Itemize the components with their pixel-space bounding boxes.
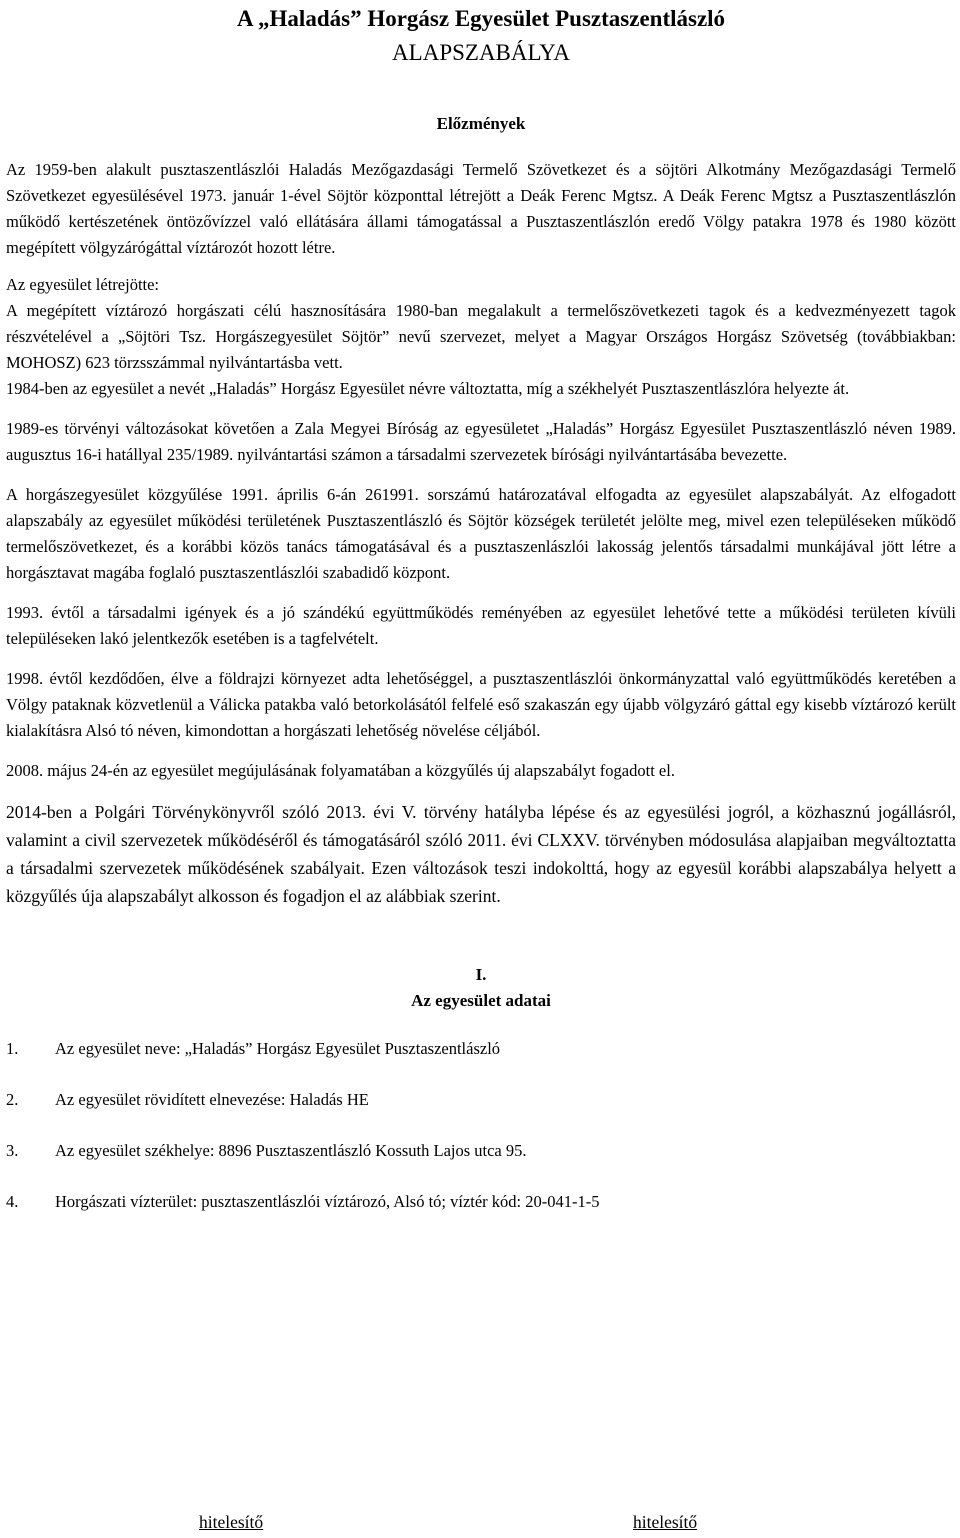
title-line-2: ALAPSZABÁLYA: [392, 40, 570, 65]
list-item-number: 3.: [6, 1141, 19, 1160]
paragraph-1998: 1998. évtől kezdődően, élve a földrajzi környezet adta lehetőséggel, a pusztaszentlászlói önkormányzattal való együttműködés keretében a Völgy pataknak közvetlenül a Válicka patakba való betorkolásától felfelé eső szakaszán egy újabb völgyzáró gáttal egy kisebb víztározó került kialakításra Alsó tó néven, kimondottan a horgászati lehetőség növelése céljából.: [6, 669, 956, 740]
list-item: [6, 1087, 956, 1113]
list-item: [6, 1189, 956, 1215]
list-item-number: 2.: [6, 1090, 19, 1109]
title-line-1: A „Haladás” Horgász Egyesület Pusztaszentlászló: [236, 6, 726, 31]
paragraph-2008: 2008. május 24-én az egyesület megújulásának folyamatában a közgyűlés új alapszabályt fogadott el.: [6, 761, 675, 780]
paragraph-1991: A horgászegyesület közgyűlése 1991. április 6-án 261991. sorszámú határozatával elfogadta az egyesület alapszabályát. Az elfogadott alapszabály az egyesület működési területének Pusztaszentlászló és Söjtör községek területét jelölte meg, mivel ezen településeken működő termelőszövetkezet, és a korábbi közös tanács támogatásával és a pusztaszenlászlói lakosság jelentős társadalmi munkájával jött létre a horgásztavat magába foglaló pusztaszentlászlói szabadidő központ.: [6, 485, 956, 582]
list-item: [6, 1138, 956, 1164]
list-item-text: Az egyesület neve: „Haladás” Horgász Egyesület Pusztaszentlászló: [55, 1039, 501, 1058]
paragraph-registration: 1989-es törvényi változásokat követően a Zala Megyei Bíróság az egyesületet „Haladás” Horgász Egyesület Pusztaszentlászló néven 1989. augusztus 16-i hatállyal 235/1989. nyilvántartási számon a társadalmi szervezetek bírósági nyilvántartásába bevezette.: [6, 419, 956, 464]
list-item: [6, 1036, 956, 1062]
paragraph-founding-label: Az egyesület létrejötte:: [6, 275, 160, 294]
list-item-text: Horgászati vízterület: pusztaszentlászlói víztározó, Alsó tó; víztér kód: 20-041-1-5: [55, 1192, 600, 1211]
list-item-number: 4.: [6, 1192, 19, 1211]
chapter-number: I.: [475, 965, 487, 984]
signature-row: [0, 1512, 950, 1538]
paragraph-rename: 1984-ben az egyesület a nevét „Haladás” Horgász Egyesület névre változtatta, míg a székhelyét Pusztaszentlászlóra helyezte át.: [6, 379, 850, 398]
association-data-list: [6, 1036, 956, 1215]
list-item-number: 1.: [6, 1039, 19, 1058]
chapter-heading: Az egyesület adatai: [411, 991, 551, 1010]
document-page: [6, 0, 956, 1240]
document-title: [6, 2, 956, 70]
list-item-text: Az egyesület rövidített elnevezése: Haladás HE: [55, 1090, 369, 1109]
paragraph-1993: 1993. évtől a társadalmi igények és a jó szándékú együttműködés reményében az egyesület lehetővé tette a működési területen kívüli településeken lakó jelentkezők esetében is a tagfelvételt.: [6, 603, 956, 648]
paragraph-founding: A megépített víztározó horgászati célú hasznosítására 1980-ban megalakult a termelőszövetkezeti tagok és a kedvezményezett tagok részvételével a „Söjtöri Tsz. Horgászegyesület Söjtör” nevű szervezet, melyet a Magyar Országos Horgász Szövetség (továbbiakban: MOHOSZ) 623 törzsszámmal nyilvántartásba vett.: [6, 301, 956, 372]
list-item-text: Az egyesület székhelye: 8896 Pusztaszentlászló Kossuth Lajos utca 95.: [55, 1141, 527, 1160]
preamble-heading: Előzmények: [436, 114, 526, 133]
paragraph-2014: 2014-ben a Polgári Törvénykönyvről szóló 2013. évi V. törvény hatályba lépése és az egyesülési jogról, a közhasznú jogállásról, valamint a civil szervezetek működéséről és támogatásáról szóló 2011. évi CLXXV. törvényben módosulása alapjaiban megváltoztatta a társadalmi szervezetek működésének szabályait. Ezen változások teszi indokolttá, hogy az egyesül korábbi alapszabálya helyett a közgyűlés újа alapszabályt alkosson és fogadjon el az alábbiak szerint.: [6, 802, 956, 906]
signature-left: hitelesítő: [199, 1512, 264, 1532]
signature-right: hitelesítő: [633, 1512, 698, 1532]
paragraph-history: Az 1959-ben alakult pusztaszentlászlói Haladás Mezőgazdasági Termelő Szövetkezet és a söjtöri Alkotmány Mezőgazdasági Termelő Szövetkezet egyesülésével 1973. január 1-ével Söjtör központtal létrejött a Deák Ferenc Mgtsz. A Deák Ferenc Mgtsz a Pusztaszentlászlón működő kertészetének öntözővízzel való ellátására állami támogatással a Pusztaszentlászlón eredő Völgy patakra 1978 és 1980 között megépített völgyzárógáttal víztározót hozott létre.: [6, 160, 956, 257]
